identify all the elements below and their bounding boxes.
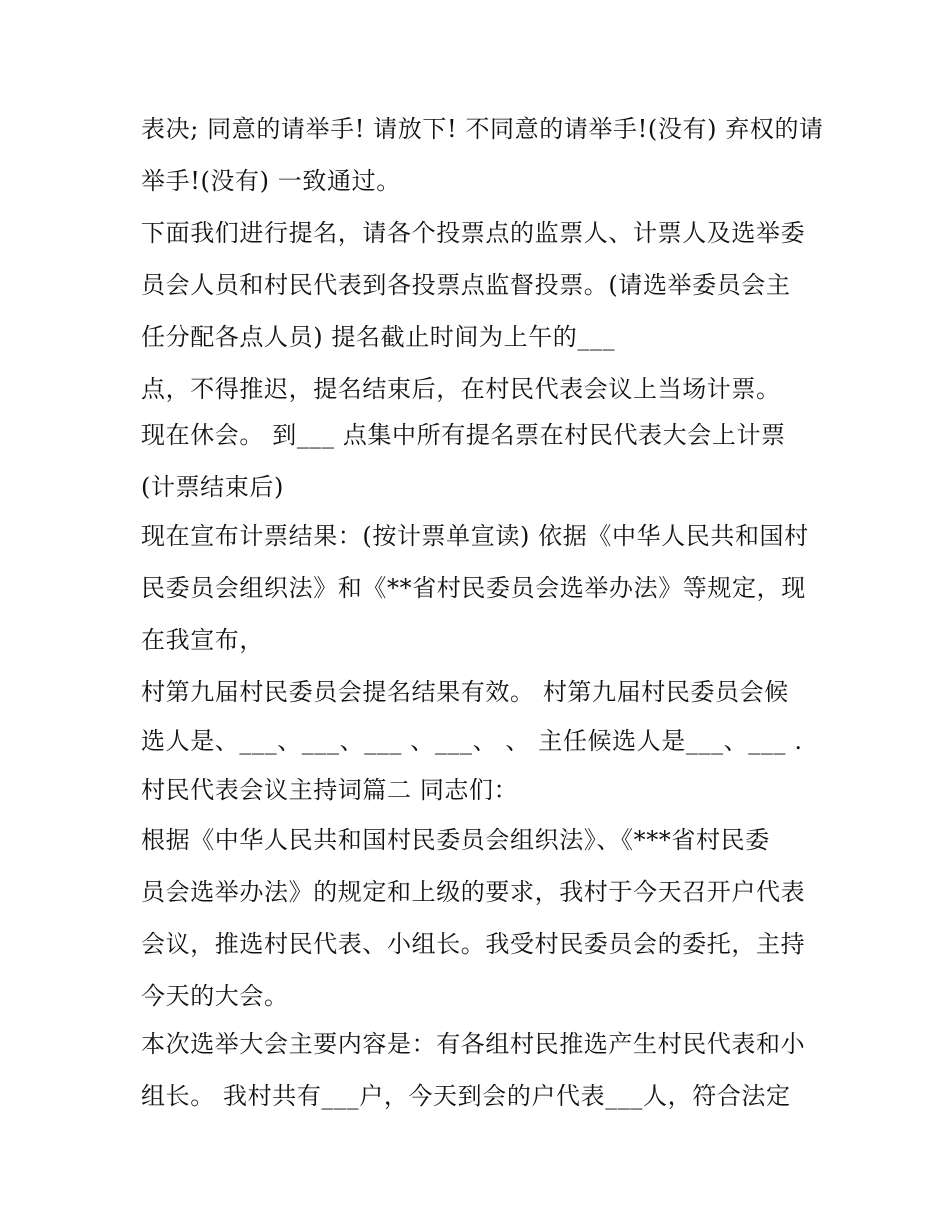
text-line: 表决; 同意的请举手! 请放下! 不同意的请举手!(没有) 弃权的请 bbox=[141, 115, 824, 143]
text-line: 现在宣布计票结果：(按计票单宣读) 依据《中华人民共和国村 bbox=[141, 522, 809, 550]
text-line: 在我宣布， bbox=[141, 626, 264, 654]
text-line: 员会人员和村民代表到各投票点监督投票。(请选举委员会主 bbox=[141, 271, 791, 299]
text-line: 现在休会。 到___ 点集中所有提名票在村民代表大会上计票 bbox=[141, 421, 786, 449]
text-line: 今天的大会。 bbox=[141, 982, 289, 1010]
text-line: 根据《中华人民共和国村民委员会组织法》、《***省村民委 bbox=[141, 826, 770, 854]
text-line: 组长。 我村共有___户，今天到会的户代表___人，符合法定 bbox=[141, 1082, 791, 1110]
text-line: 点，不得推迟，提名结束后，在村民代表会议上当场计票。 bbox=[141, 375, 781, 403]
text-line: 村民代表会议主持词篇二 同志们： bbox=[141, 776, 519, 804]
text-line: 举手!(没有) 一致通过。 bbox=[141, 167, 401, 195]
text-line: 本次选举大会主要内容是：有各组村民推选产生村民代表和小 bbox=[141, 1030, 806, 1058]
text-line: 选人是、___、___、___ 、___、 、 主任候选人是___、___ . bbox=[141, 727, 803, 755]
text-line: 民委员会组织法》和《**省村民委员会选举办法》等规定，现 bbox=[141, 574, 806, 602]
text-line: 村第九届村民委员会提名结果有效。 村第九届村民委员会候 bbox=[141, 678, 789, 706]
text-line: 会议，推选村民代表、小组长。我受村民委员会的委托，主持 bbox=[141, 930, 806, 958]
text-line: (计票结束后) bbox=[141, 473, 284, 501]
text-line: 任分配各点人员) 提名截止时间为上午的___ bbox=[141, 323, 616, 351]
text-line: 员会选举办法》的规定和上级的要求，我村于今天召开户代表 bbox=[141, 878, 806, 906]
text-line: 下面我们进行提名，请各个投票点的监票人、计票人及选举委 bbox=[141, 219, 806, 247]
